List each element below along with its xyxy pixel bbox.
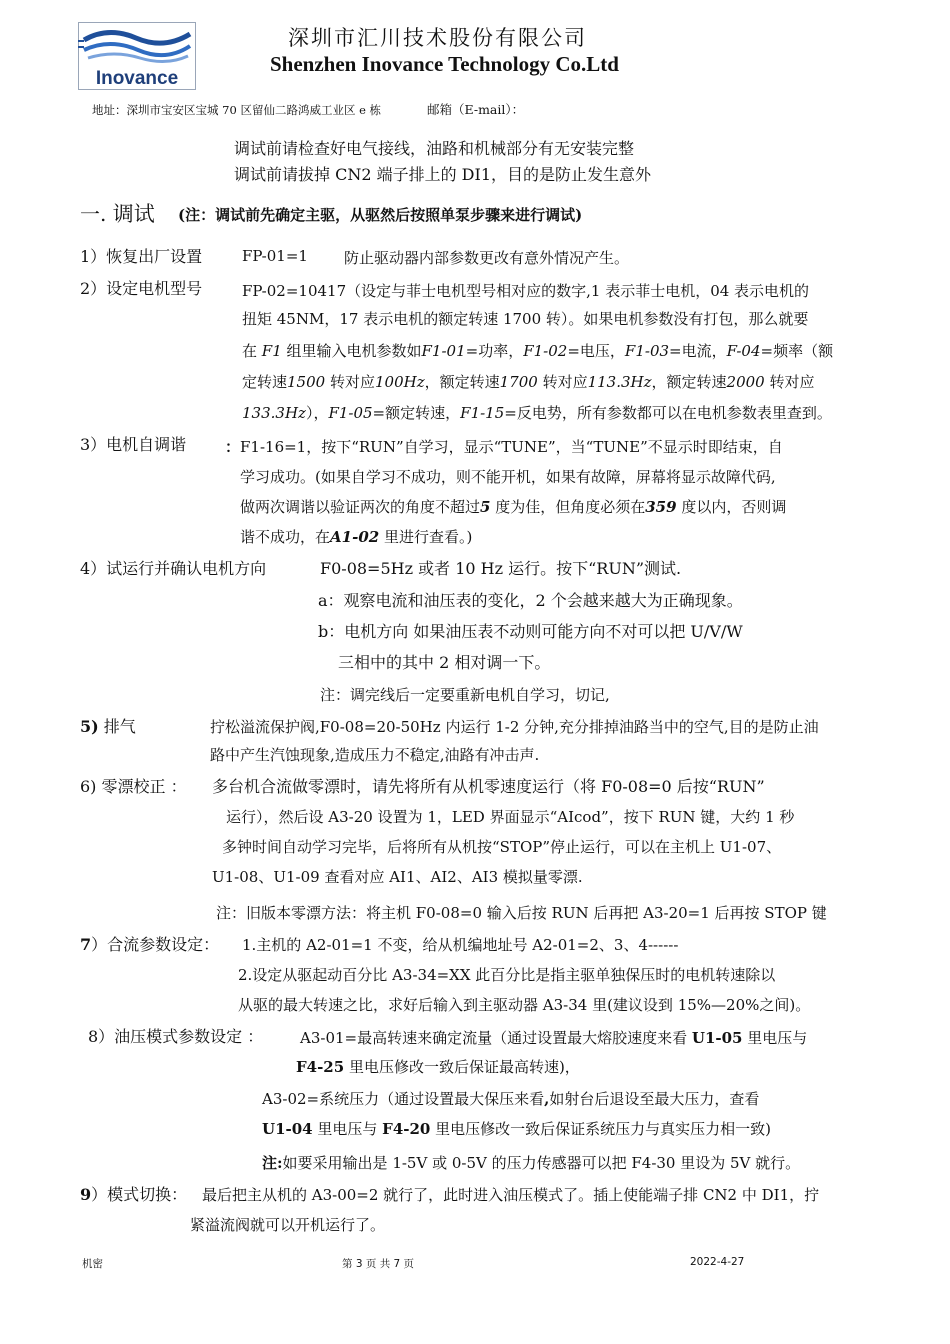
step4-note: 注：调完线后一定要重新电机自学习，切记, [320,686,610,704]
company-name-en: Shenzhen Inovance Technology Co.Ltd [270,52,619,76]
step5-label [80,714,136,737]
text-run: 里电压修改一致后保证系统压力与真实压力相一致) [430,1120,771,1138]
param-ref: F1-15= [460,404,517,422]
company-address: 地址：深圳市宝安区宝城 70 区留仙二路鸿威工业区 e 栋 [92,103,382,117]
step7-label [80,932,219,955]
text-run: ，额定转速 [651,373,727,391]
step9-line1: 最后把主从机的 A3-00=2 就行了，此时进入油压模式了。插上使能端子排 CN2 中 DI1，拧 [202,1186,820,1204]
step6-line2: 运行），然后设 A3-20 设置为 1，LED 界面显示“AIcod”，按下 RUN 键，大约 1 秒 [226,808,795,826]
step4-label: 4）试运行并确认电机方向 [80,559,267,578]
speed-value: 2000 [726,373,765,391]
text-run: 谐不成功，在 [240,528,331,546]
angle-value: 5 [480,498,491,516]
step6-line4: U1-08、U1-09 查看对应 AI1、AI2、AI3 模拟量零漂. [212,868,583,886]
step3-line1: F1-16=1，按下“RUN”自学习，显示“TUNE”，当“TUNE”不显示时即结束，自 [240,438,783,456]
param-ref: A1-02 [330,528,380,546]
param-ref: U1-04 [262,1120,313,1138]
step2-line1: FP-02=10417（设定与菲士电机型号相对应的数字,1 表示菲士电机，04 表示电机的 [242,282,810,300]
text-run: ，额定转速 [424,373,500,391]
step5-line1: 拧松溢流保护阀,F0-08=20-50Hz 内运行 1-2 分钟,充分排掉油路当中的空气,目的是防止油 [210,718,819,736]
step1-desc: 防止驱动器内部参数更改有意外情况产生。 [344,249,630,267]
step4-item-b-cont: 三相中的其中 2 相对调一下。 [338,653,551,672]
text-run: 如要采用输出是 1-5V 或 0-5V 的压力传感器可以把 F4-30 里设为 5V 就行。 [282,1154,801,1172]
warning-wiring: 调试前请检查好电气接线，油路和机械部分有无安装完整 [234,139,635,158]
text-run: 在 [242,342,262,360]
param-ref: F1-03= [624,342,682,360]
param-ref: F4-20 [382,1120,431,1138]
text-run: 电压， [579,342,625,360]
angle-value: 359 [645,498,677,516]
step3-line3 [240,496,786,517]
step6-line1: 多台机合流做零漂时，请先将所有从机零速度运行（将 F0-08=0 后按“RUN” [212,777,765,796]
step5-line2: 路中产生汽蚀现象,造成压力不稳定,油路有冲击声. [210,746,540,764]
text-run: 转对应 [764,373,815,391]
logo-wave-icon [78,22,196,90]
step2-line5 [242,402,832,423]
footer-date: 2022-4-27 [690,1256,745,1268]
step2-line2: 扭矩 45NM，17 表示电机的额定转速 1700 转）。如果电机参数没有打包，那么就要 [242,310,809,328]
step8-label: 8）油压模式参数设定 ： [88,1027,264,1046]
step4-item-a: a：观察电流和油压表的变化，2 个会越来越大为正确现象。 [318,591,743,610]
text-run: 转对应 [325,373,375,391]
text-run: 里电压与 [742,1029,808,1047]
param-ref: F1-05= [328,404,386,422]
text-run: 排气 [98,717,136,736]
text-run: 额定转速， [385,404,461,422]
freq-value: 100Hz [374,373,425,391]
text-run: ）模式切换： [91,1185,188,1204]
step6-line3: 多钟时间自动学习完毕，后将所有从机按“STOP”停止运行，可以在主机上 U1-07、 [222,838,782,856]
param-ref: F4-25 [296,1058,345,1076]
section-heading [80,198,155,228]
text-run: 做两次调谐以验证两次的角度不超过 [240,498,481,516]
text-run: 功率， [478,342,524,360]
step8-line2 [296,1056,580,1077]
step7-line3: 从驱的最大转速之比，求好后输入到主驱动器 A3-34 里(建议设到 15%—20%之间)。 [238,996,811,1014]
step2-line3 [242,340,833,361]
warning-cn2: 调试前请拔掉 CN2 端子排上的 DI1，目的是防止发生意外 [234,165,652,184]
freq-value: 133.3Hz [242,404,306,422]
company-email: 邮箱（E-mail）： [427,102,525,117]
param-ref: U1-05 [691,1029,743,1047]
text-run: A3-02=系统压力（通过设置最大保压来看 [262,1090,545,1108]
param-ref: F1 [261,342,282,360]
step9-line2: 紧溢流阀就可以开机运行了。 [190,1216,386,1234]
step3-line2: 学习成功。(如果自学习不成功，则不能开机，如果有故障，屏幕将显示故障代码, [240,468,776,486]
step2-label: 2）设定电机型号 [80,279,203,298]
step3-line4 [240,526,472,547]
text-run: 如射台后退设至最大压力，查看 [549,1090,760,1108]
step3-colon: ： [225,438,241,456]
speed-value: 1500 [287,373,326,391]
step8-line4 [262,1118,771,1139]
company-logo [78,22,196,90]
text-run: 里电压修改一致后保证最高转速)， [344,1058,580,1076]
text-run: 里进行查看。) [379,528,473,546]
step-number: 7 [80,935,92,954]
step2-line4 [242,371,815,392]
text-run: 里电压与 [312,1120,383,1138]
section-number: 一. [80,202,107,226]
freq-value: 113.3Hz [587,373,652,391]
step8-line1 [300,1027,807,1048]
step7-line2: 2.设定从驱起动百分比 A3-34=XX 此百分比是指主驱单独保压时的电机转速除以 [238,966,776,984]
text-run: 组里输入电机参数如 [281,342,422,360]
step8-line3 [262,1088,759,1109]
param-ref: F1-02= [523,342,580,360]
text-run: 反电势，所有参数都可以在电机参数表里查到。 [516,404,832,422]
step4-item-b: b：电机方向 如果油压表不动则可能方向不对可以把 U/V/W [318,622,743,641]
text-run: 频率（额 [773,342,834,360]
step3-label: 3）电机自调谐 [80,435,187,454]
note-marker: 注: [262,1154,283,1172]
step9-label [80,1182,187,1205]
company-name-cn: 深圳市汇川技术股份有限公司 [288,26,587,50]
text-run: A3-01=最高转速来确定流量（通过设置最大熔胶速度来看 [300,1029,692,1047]
step1-code: FP-01=1 [242,247,308,265]
footer-page-number: 第 3 页 共 7 页 [342,1258,415,1270]
text-run: 电流， [681,342,727,360]
text-run: ）合流参数设定： [91,935,220,954]
section-note: (注：调试前先确定主驱，从驱然后按照单泵步骤来进行调试) [178,206,583,224]
step7-line1: 1.主机的 A2-01=1 不变，给从机编地址号 A2-01=2、3、4------ [242,936,679,954]
section-title: 调试 [112,202,155,226]
text-run: 度以内，否则调 [676,498,787,516]
footer-confidential: 机密 [82,1258,103,1270]
text-run: 度为佳，但角度必须在 [490,498,646,516]
text-run: ）， [305,404,329,422]
step-number: 5) [80,717,99,736]
step1-label: 1）恢复出厂设置 [80,247,203,266]
step6-label: 6) 零漂校正 ： [80,777,187,796]
speed-value: 1700 [499,373,538,391]
text-run: 转对应 [537,373,588,391]
logo-text: Inovance [95,68,179,89]
text-run: , [544,1090,550,1108]
text-run: 定转速 [242,373,288,391]
step-number: 9 [80,1185,92,1204]
param-ref: F1-01= [421,342,479,360]
step4-line1: F0-08=5Hz 或者 10 Hz 运行。按下“RUN”测试. [320,559,682,578]
step8-note [262,1152,800,1173]
step6-note: 注：旧版本零漂方法：将主机 F0-08=0 输入后按 RUN 后再把 A3-20=1 后再按 STOP 键 [216,904,827,922]
param-ref: F-04= [726,342,774,360]
